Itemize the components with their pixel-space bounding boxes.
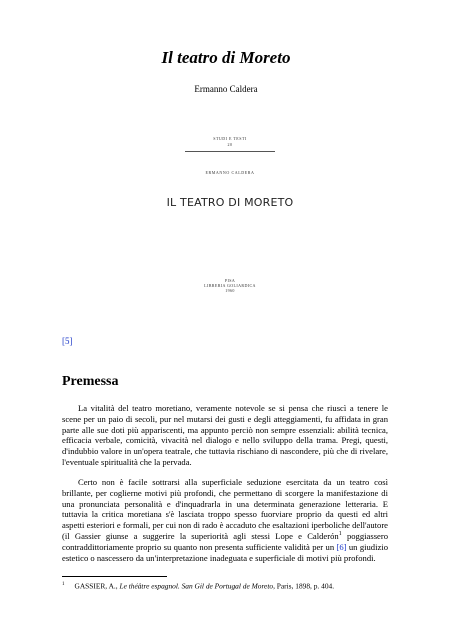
page-marker-link[interactable]: [5] <box>62 336 73 346</box>
footnote-divider <box>62 576 167 577</box>
paragraph-2-part1: Certo non è facile sottrarsi alla superficiale seduzione esercitata da un teatro così brillante, per coglierne motivi più profondi, che permettano di scorgere la manifestazione di una pronunciata personalità e d'inquadrarla in una determinata generazione letteraria. E tuttavia la critica moretiana s'è lasciata troppo spesso fuorviare proprio da questi ed altri aspetti esteriori e formali, per cui non di rado è accaduto che esaltazioni iperboliche dell'autore (il Gassier giunse a suggerire la superiorità agli stessi Lope e Calderón <box>62 477 388 541</box>
document-author: Ermanno Caldera <box>194 84 258 94</box>
page-marker-link-inline[interactable]: [6] <box>336 541 347 552</box>
footnote <box>62 580 392 590</box>
document-title: Il teatro di Moreto <box>161 48 291 67</box>
scan-author: ERMANNO CALDERA <box>205 170 255 175</box>
scan-pub-line1: PISA <box>224 278 236 283</box>
footnote-number: 1 <box>62 582 65 587</box>
scan-rule <box>185 151 275 152</box>
scan-series <box>160 136 300 148</box>
scan-series-line1: STUDI E TESTI <box>213 136 247 141</box>
title-page-scan <box>160 130 300 325</box>
scan-pub-line2: LIBRERIA GOLIARDICA <box>204 283 256 288</box>
footnote-work: Le théâtre espagnol. San Gil de Portugal de Moreto <box>119 581 274 591</box>
scan-publisher <box>160 278 300 293</box>
section-heading: Premessa <box>62 374 119 389</box>
paragraph-2-text <box>62 477 388 563</box>
paragraph-2 <box>62 477 388 563</box>
paragraph-2-part3: un giudizio estetico o nascessero da un'interpretazione inadeguata e superficiale di motivi più profondi. <box>62 541 388 563</box>
scan-pub-line3: 1960 <box>225 288 235 293</box>
scan-book-title: IL TEATRO DI MORETO <box>166 196 294 209</box>
paragraph-2-part2: poggiassero contraddittoriamente proprio su quanto non presenta sufficiente validità per un <box>62 530 389 552</box>
footnote-rest: , Paris, 1898, p. 404. <box>273 581 335 591</box>
scan-series-line2: 20 <box>227 142 233 147</box>
paragraph-1 <box>62 403 388 468</box>
footnote-author: GASSIER, A., <box>74 581 120 591</box>
paragraph-1-text: La vitalità del teatro moretiano, veramente notevole se si pensa che riuscì a tenere le scene per un paio di secoli, pur nel mutarsi dei gusti e degli atteggiamenti, fu affidata in gran parte alle sue doti più appariscenti, ma appunto perciò non sempre essenziali: abilità tecnica, efficacia verbale, comicità, vivacità nel dialogo e nello sviluppo della trama. Pregi, questi, d'indubbio valore in un'opera teatrale, che tuttavia rischiano di nascondere, più che di rivelare, l'eventuale spiritualità che la pervada. <box>62 403 388 467</box>
footnote-reference[interactable]: 1 <box>338 531 342 538</box>
